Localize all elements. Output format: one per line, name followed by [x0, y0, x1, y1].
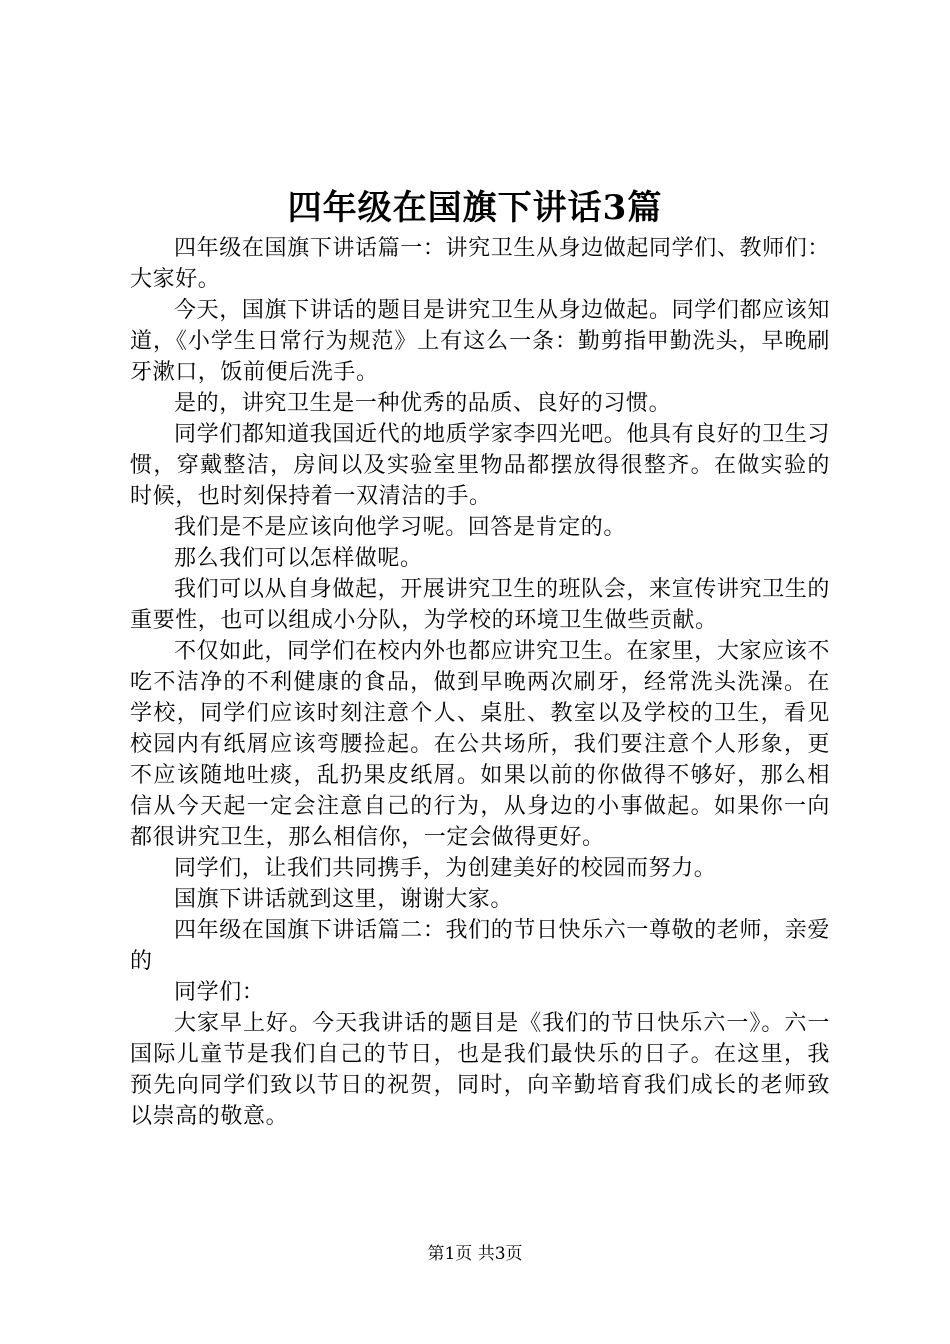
- paragraph: 是的，讲究卫生是一种优秀的品质、良好的习惯。: [174, 391, 672, 416]
- paragraph: 同学们都知道我国近代的地质学家李四光吧。他具有良好的卫生习惯，穿戴整洁，房间以及实验室里物品都摆放得很整齐。在做实验的时候，也时刻保持着一双清洁的手。: [130, 422, 830, 509]
- paragraph: 大家早上好。今天我讲话的题目是《我们的节日快乐六一》。六一国际儿童节是我们自己的节日，也是我们最快乐的日子。在这里，我预先向同学们致以节日的祝贺，同时，向辛勤培育我们成长的老师致以崇高的敬意。: [130, 1011, 830, 1129]
- paragraph: 那么我们可以怎样做呢。: [174, 546, 423, 571]
- page-footer: 第1页 共3页: [427, 1244, 523, 1264]
- paragraph: 同学们：: [174, 980, 265, 1005]
- paragraph: 国旗下讲话就到这里，谢谢大家。: [174, 887, 514, 912]
- paragraph: 我们可以从自身做起，开展讲究卫生的班队会，来宣传讲究卫生的重要性，也可以组成小分队，为学校的环境卫生做些贡献。: [130, 577, 830, 633]
- document-body: [130, 233, 830, 1132]
- paragraph: 四年级在国旗下讲话篇二：我们的节日快乐六一尊敬的老师，亲爱的: [130, 918, 830, 974]
- document-title: 四年级在国旗下讲话3篇: [287, 188, 663, 228]
- paragraph: 同学们，让我们共同携手，为创建美好的校园而努力。: [174, 856, 717, 881]
- paragraph: 不仅如此，同学们在校内外也都应讲究卫生。在家里，大家应该不吃不洁净的不利健康的食品，做到早晚两次刷牙，经常洗头洗澡。在学校，同学们应该时刻注意个人、桌肚、教室以及学校的卫生，看见校园内有纸屑应该弯腰捡起。在公共场所，我们要注意个人形象，更不应该随地吐痰，乱扔果皮纸屑。如果以前的你做得不够好，那么相信从今天起一定会注意自己的行为，从身边的小事做起。如果你一向都很讲究卫生，那么相信你，一定会做得更好。: [130, 639, 830, 850]
- paragraph: 四年级在国旗下讲话篇一：讲究卫生从身边做起同学们、教师们：大家好。: [130, 236, 830, 292]
- paragraph: 我们是不是应该向他学习呢。回答是肯定的。: [174, 515, 627, 540]
- paragraph: 今天，国旗下讲话的题目是讲究卫生从身边做起。同学们都应该知道，《小学生日常行为规范》上有这么一条：勤剪指甲勤洗头，早晚刷牙漱口，饭前便后洗手。: [130, 298, 830, 385]
